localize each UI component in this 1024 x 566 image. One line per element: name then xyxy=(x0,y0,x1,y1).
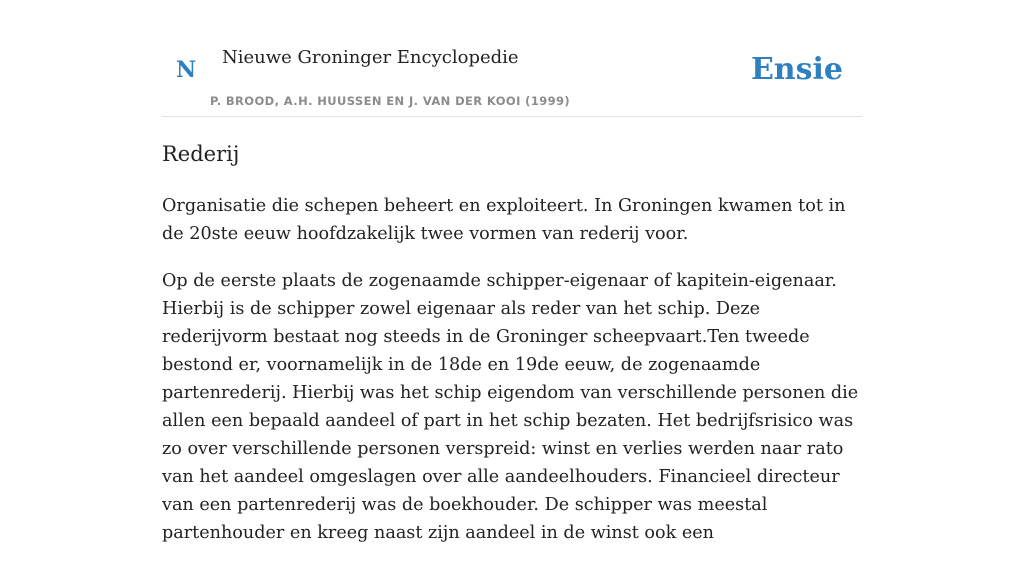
book-title[interactable]: Nieuwe Groninger Encyclopedie xyxy=(222,47,519,68)
entry-paragraph: Op de eerste plaats de zogenaamde schipper-eigenaar of kapitein-eigenaar. Hierbij is de schipper zowel eigenaar als reder van het schip. Deze rederijvorm bestaat nog steeds in de Groninger scheepvaart.Ten tweede bestond er, voornamelijk in de 18de en 19de eeuw, de zogenaamde partenrederij. Hierbij was het schip eigendom van verschillende personen die allen een bepaald aandeel of part in het schip bezaten. Het bedrijfsrisico was zo over verschillende personen verspreid: winst en verlies werden naar rato van het aandeel omgeslagen over alle aandeelhouders. Financieel directeur van een partenrederij was de boekhouder. De schipper was meestal partenhouder en kreeg naast zijn aandeel in de winst ook een xyxy=(162,271,859,543)
brand-logo[interactable]: Ensie xyxy=(750,52,843,87)
entry-paragraph: Organisatie die schepen beheert en exploiteert. In Groningen kwamen tot in de 20ste eeuw hoofdzakelijk twee vormen van rederij voor. xyxy=(162,196,846,244)
entry-title: Rederij xyxy=(162,142,240,166)
entry-body xyxy=(162,192,862,566)
encyclopedia-logo-icon[interactable]: N xyxy=(176,57,197,83)
page xyxy=(162,0,862,543)
book-authors: P. BROOD, A.H. HUUSSEN EN J. VAN DER KOOI (1999) xyxy=(210,94,571,108)
site-header xyxy=(162,0,862,117)
